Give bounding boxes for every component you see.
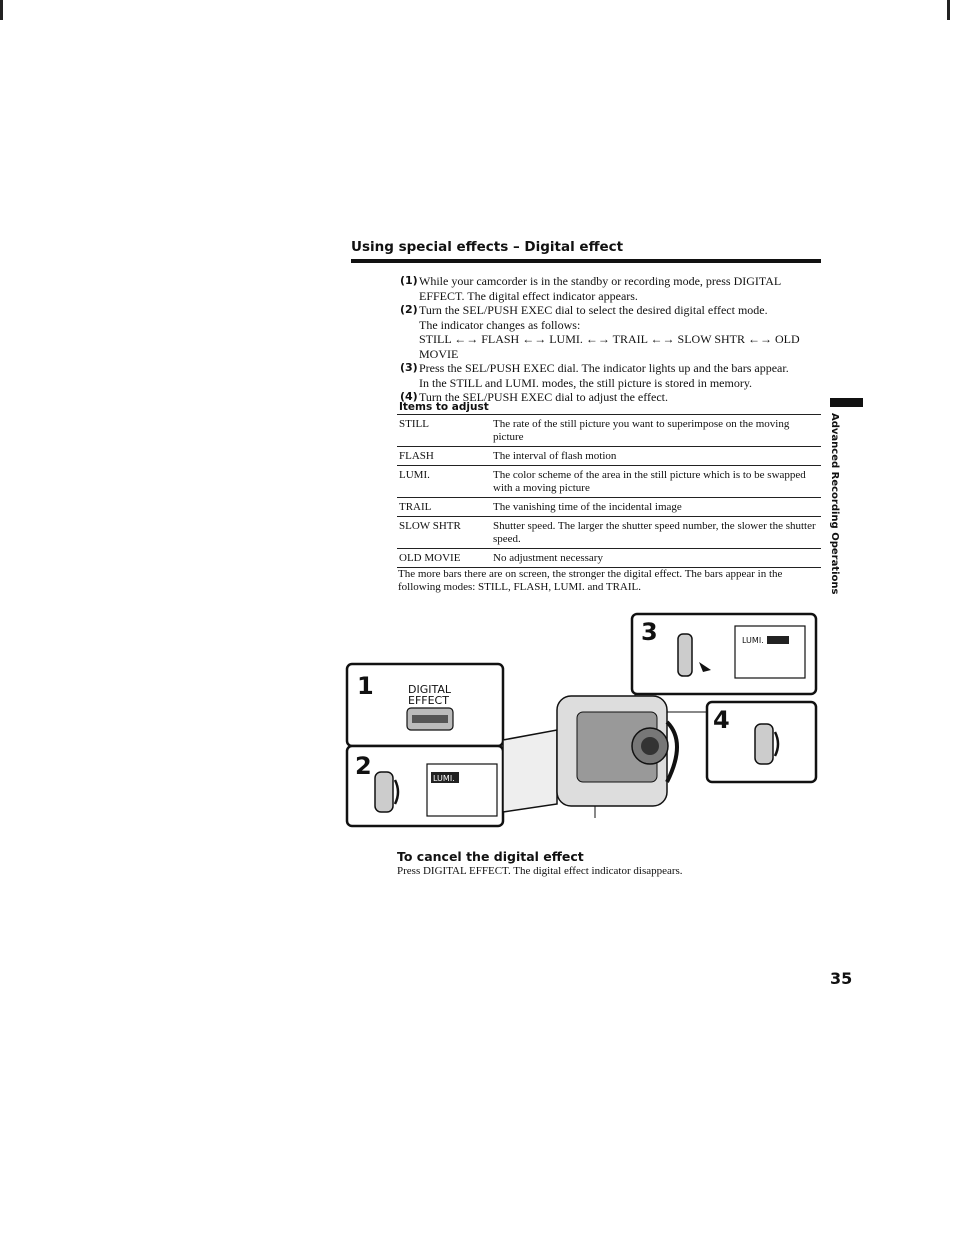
step-line: While your camcorder is in the standby or recording mode, press DIGITAL xyxy=(419,274,782,288)
panel-2-screen xyxy=(427,764,497,816)
desc-cell: The rate of the still picture you want to superimpose on the moving picture xyxy=(493,418,790,443)
mode-cell: FLASH xyxy=(399,450,434,462)
desc-cell: No adjustment necessary xyxy=(493,552,603,564)
step-line: Turn the SEL/PUSH EXEC dial to select the desired digital effect mode. xyxy=(419,303,768,317)
digital-effect-label-line2: EFFECT xyxy=(408,694,449,707)
mode-cell: TRAIL xyxy=(399,501,432,513)
step-line: In the STILL and LUMI. modes, the still picture is stored in memory. xyxy=(419,375,753,390)
panel-2-number: 2 xyxy=(355,752,372,780)
panel-3-screen xyxy=(735,626,805,678)
lcd-panel xyxy=(503,730,557,812)
mode-cell: SLOW SHTR xyxy=(399,520,461,532)
step-line: EFFECT. The digital effect indicator appears. xyxy=(419,288,638,303)
cancel-text: Press DIGITAL EFFECT. The digital effect indicator disappears. xyxy=(397,865,683,877)
mode-cell: STILL xyxy=(399,418,429,430)
table-row xyxy=(397,415,821,447)
step-line: Press the SEL/PUSH EXEC dial. The indicator lights up and the bars appear. xyxy=(419,361,789,375)
table-row xyxy=(397,466,821,498)
side-tab-text: Advanced Recording Operations xyxy=(829,413,840,595)
section-title: Using special effects – Digital effect xyxy=(351,239,624,255)
step-number: (3) xyxy=(400,361,418,374)
side-tab-label xyxy=(822,413,842,595)
lens-center xyxy=(641,737,659,755)
digital-effect-figure xyxy=(345,612,820,828)
cancel-heading: To cancel the digital effect xyxy=(397,849,584,864)
desc-cell: The interval of flash motion xyxy=(493,450,617,462)
table-row xyxy=(397,549,821,568)
scan-edge-left xyxy=(0,0,3,20)
dial-icon xyxy=(375,772,393,812)
lumi-screen-text: LUMI. xyxy=(433,774,455,783)
page-number: 35 xyxy=(830,969,853,988)
steps-list xyxy=(400,274,820,405)
adjust-items-table xyxy=(397,414,821,568)
mode-sequence: STILL ←→ FLASH ←→ LUMI. ←→ TRAIL ←→ SLOW SHTR ←→ OLD MOVIE xyxy=(419,332,800,361)
adjust-dial-icon xyxy=(755,724,773,764)
mode-cell: OLD MOVIE xyxy=(399,552,461,564)
step-3 xyxy=(400,361,820,390)
side-tab-marker xyxy=(830,398,863,407)
step-line: The indicator changes as follows: xyxy=(419,317,581,332)
desc-cell: The color scheme of the area in the still picture which is to be swapped with a moving picture xyxy=(493,469,806,494)
effect-bars-indicator xyxy=(767,636,789,644)
desc-cell: Shutter speed. The larger the shutter speed number, the slower the shutter speed. xyxy=(493,520,816,545)
table-row xyxy=(397,447,821,466)
panel-3-number: 3 xyxy=(641,618,658,646)
step-2 xyxy=(400,303,820,332)
panel-1-number: 1 xyxy=(357,672,374,700)
table-row xyxy=(397,517,821,549)
step-1 xyxy=(400,274,820,303)
scan-edge-right xyxy=(947,0,950,20)
mode-cell: LUMI. xyxy=(399,469,430,481)
lumi-indicator-label: LUMI. xyxy=(742,636,764,645)
push-dial-icon xyxy=(678,634,692,676)
step-number: (1) xyxy=(400,274,418,287)
button-slot xyxy=(412,715,448,723)
step-number: (2) xyxy=(400,303,418,316)
panel-4-number: 4 xyxy=(713,706,730,734)
desc-cell: The vanishing time of the incidental image xyxy=(493,501,682,513)
hand-strap xyxy=(667,722,677,782)
digital-effect-label-line1: DIGITAL xyxy=(408,683,452,696)
table-row xyxy=(397,498,821,517)
items-to-adjust-label: Items to adjust xyxy=(399,401,489,413)
step-number: (4) xyxy=(400,390,418,403)
bars-note: The more bars there are on screen, the stronger the digital effect. The bars appear in the following modes: STILL, FLASH, LUMI. and TRAIL. xyxy=(398,568,783,593)
title-rule xyxy=(351,259,821,263)
step-line: Turn the SEL/PUSH EXEC dial to adjust the effect. xyxy=(419,390,668,404)
